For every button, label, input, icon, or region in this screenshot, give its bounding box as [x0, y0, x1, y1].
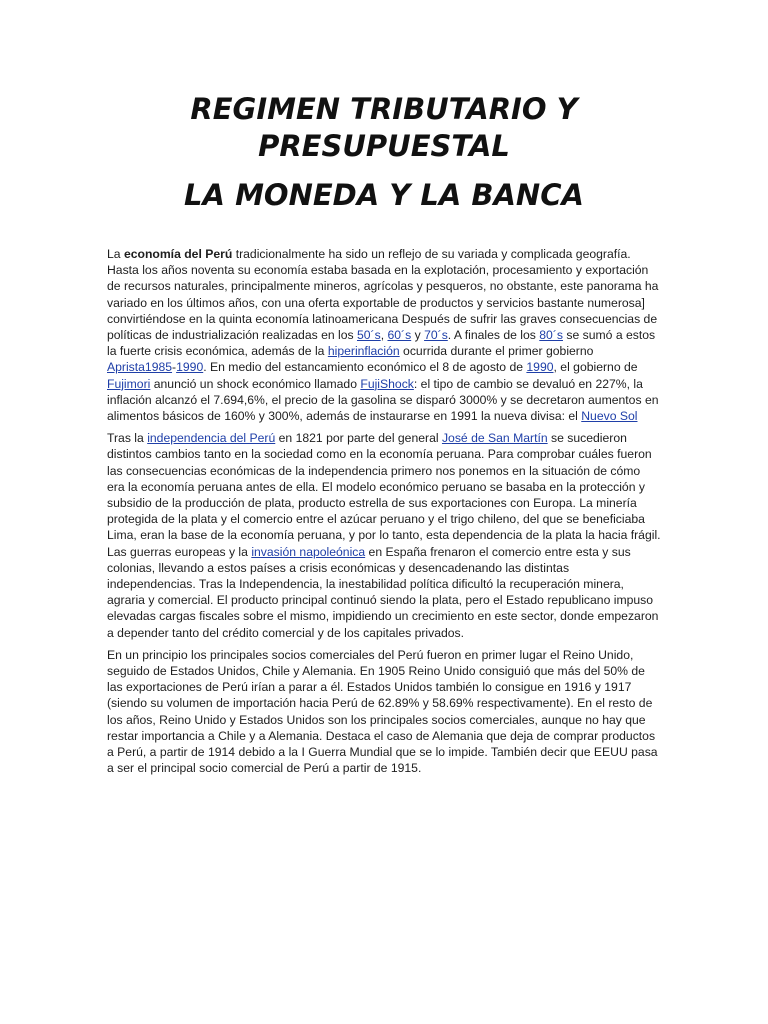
bold-term-economia: economía del Perú: [123, 247, 233, 261]
text-run: ocurrida durante el primer gobierno: [399, 344, 594, 359]
text-run: en 1821 por parte del general: [275, 431, 442, 446]
title-line-1: REGIMEN TRIBUTARIO Y: [190, 92, 578, 126]
link-aprista-1985[interactable]: Aprista1985: [107, 360, 173, 375]
text-run: Tras la: [107, 431, 148, 446]
paragraph-economia: [107, 246, 661, 424]
link-jose-de-san-martin[interactable]: José de San Martín: [441, 431, 548, 446]
text-run: : el tipo de cambio se devaluó en 227%, la inflación alcanzó el 7.694,6%, el precio de la gasolina se disparó 3000% y se decretaron aumentos en alimentos básicos de 160% y 300%, además de instaurarse en 1991 la nueva divisa: el: [107, 376, 659, 424]
link-invasion-napoleonica[interactable]: invasión napoleónica: [251, 544, 366, 559]
link-1990-agosto[interactable]: 1990: [526, 360, 554, 375]
text-run: La: [107, 247, 124, 261]
paragraph-socios-comerciales: [107, 647, 661, 777]
text-run: -: [172, 360, 177, 375]
text-run: En un principio los principales socios comerciales del Perú fueron en primer lugar el Reino Unido, seguido de Estados Unidos, Chile y Alemania. En 1905 Reino Unido consiguió que más del 50% de las exportaciones de Perú irían a parar a él. Estados Unidos también lo consigue en 1916 y 1917 (siendo su volumen de importación hacia Perú de 62.89% y 58.69% respectivamente). En el resto de los años, Reino Unido y Estados Unidos son los principales socios comerciales, aunque no hay que restar importancia a Chile y a Alemania. Destaca el caso de Alemania que deja de comprar productos a Perú, a partir de 1914 debido a la I Guerra Mundial que se lo impide. También decir que EEUU pasa a ser el principal socio comercial de Perú a partir de 1915.: [107, 647, 658, 776]
link-70s[interactable]: 70´s: [424, 328, 448, 343]
link-fujishock[interactable]: FujiShock: [360, 376, 414, 391]
text-run: se sucedieron distintos cambios tanto en la sociedad como en la economía peruana. Para comprobar cuáles fueron las consecuencias económicas de la independencia primero nos ponemos en la situación de cómo era la economía peruana antes de ella. El modelo económico peruano se basaba en la protección y subsidio de la producción de plata, producto estrella de sus exportaciones con Europa. La minería protegida de la plata y el comercio entre el azúcar peruano y el trigo chileno, del que se beneficiaba Lima, eran la base de la economía peruana, y por lo tanto, esta dependencia de la plata la hacia frágil. Las guerras europeas y la: [107, 431, 661, 559]
text-run: se sumó a estos la fuerte crisis económica, además de la: [107, 328, 656, 359]
link-80s[interactable]: 80´s: [539, 328, 563, 343]
link-hiperinflacion[interactable]: hiperinflación: [327, 344, 400, 359]
text-run: y: [411, 328, 425, 343]
text-run: anunció un shock económico llamado: [150, 376, 361, 391]
text-run: , el gobierno de: [553, 360, 638, 375]
document-subtitle: [100, 177, 668, 214]
link-60s[interactable]: 60´s: [387, 328, 412, 343]
document-title: [100, 91, 668, 165]
title-line-3: LA MONEDA Y LA BANCA: [184, 178, 584, 212]
link-independencia-del-peru[interactable]: independencia del Perú: [147, 431, 276, 446]
document-body: [107, 246, 661, 783]
link-1990[interactable]: 1990: [176, 360, 204, 375]
paragraph-independencia: [107, 430, 661, 641]
text-run: . En medio del estancamiento económico el 8 de agosto de: [203, 360, 527, 375]
text-run: tradicionalmente ha sido un reflejo de su variada y complicada geografía. Hasta los años noventa su economía estaba basada en la explotación, procesamiento y exportación de recursos naturales, principalmente mineros, agrícolas y pesqueros, no obstante, este panorama ha variado en los últimos años, con una oferta exportable de productos y servicios bastante numerosa] convirtiéndose en la quinta economía latinoamericana Después de sufrir las graves consecuencias de políticas de industrialización realizadas en los: [107, 247, 659, 343]
link-fujimori[interactable]: Fujimori: [107, 376, 151, 391]
text-run: . A finales de los: [447, 328, 540, 343]
link-nuevo-sol[interactable]: Nuevo Sol: [581, 409, 638, 424]
text-run: ,: [380, 328, 388, 343]
text-run: en España frenaron el comercio entre esta y sus colonias, llevando a estos países a crisis económicas y desencadenando las distintas independencias. Tras la Independencia, la inestabilidad política dificultó la recuperación minera, agraria y comercial. El producto principal continuó siendo la plata, pero el Estado republicano impuso elevadas cargas fiscales sobre el mismo, impidiendo un crecimiento en este sector, donde empezaron a depender tanto del crédito comercial y de los capitales privados.: [107, 544, 659, 640]
title-line-2: PRESUPUESTAL: [258, 129, 510, 163]
link-50s[interactable]: 50´s: [356, 328, 381, 343]
